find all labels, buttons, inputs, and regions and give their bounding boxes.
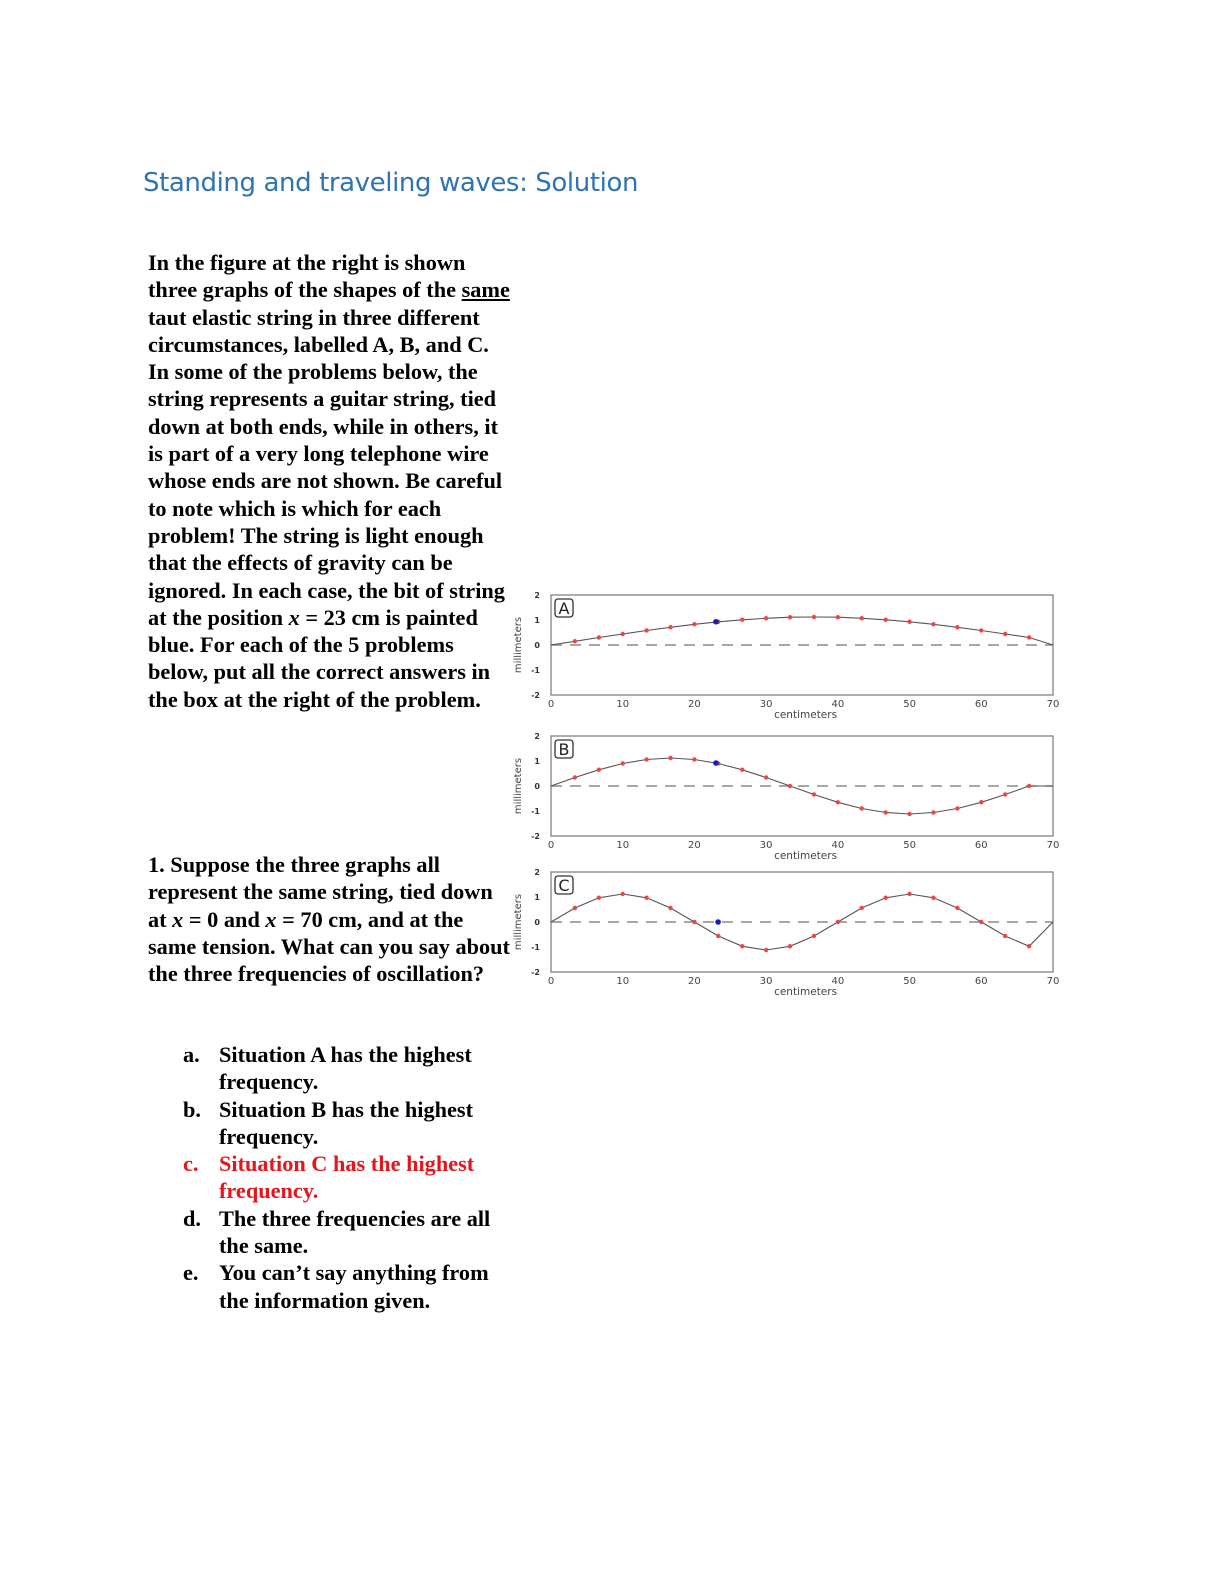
data-point bbox=[979, 800, 983, 804]
x-tick-label: 20 bbox=[688, 840, 701, 851]
x-axis-label: centimeters bbox=[774, 709, 838, 721]
x-tick-label: 30 bbox=[759, 840, 773, 851]
question-1-text-2: = 0 and bbox=[183, 906, 266, 932]
x-tick-label: 60 bbox=[974, 699, 988, 710]
data-point bbox=[883, 618, 887, 622]
y-axis-label: millimeters bbox=[513, 757, 524, 815]
data-point bbox=[931, 896, 935, 900]
answer-options bbox=[183, 1041, 513, 1314]
data-point bbox=[573, 639, 577, 643]
data-point bbox=[1027, 944, 1031, 948]
x-tick-label: 70 bbox=[1046, 699, 1060, 710]
question-1-variable-2: x bbox=[265, 906, 277, 932]
x-tick-label: 0 bbox=[547, 840, 555, 851]
x-tick-label: 70 bbox=[1046, 976, 1060, 987]
y-tick-label: 0 bbox=[534, 918, 540, 927]
data-point bbox=[1003, 632, 1007, 636]
data-point bbox=[764, 775, 768, 779]
data-point bbox=[740, 618, 744, 622]
option-text: Situation A has the highest frequency. bbox=[219, 1042, 472, 1095]
x-tick-label: 50 bbox=[903, 699, 916, 710]
data-point bbox=[788, 784, 792, 788]
data-point bbox=[621, 892, 625, 896]
answer-option-b bbox=[183, 1096, 513, 1151]
data-point bbox=[597, 768, 601, 772]
y-tick-label: -1 bbox=[531, 807, 540, 816]
data-point bbox=[692, 622, 696, 626]
data-point bbox=[883, 896, 887, 900]
data-point bbox=[692, 757, 696, 761]
intro-variable: x bbox=[288, 604, 300, 630]
data-point bbox=[812, 934, 816, 938]
panel-label: A bbox=[558, 599, 570, 618]
data-point bbox=[955, 806, 959, 810]
data-point bbox=[907, 892, 911, 896]
x-axis-label: centimeters bbox=[774, 986, 838, 998]
data-point bbox=[979, 628, 983, 632]
question-1-variable-1: x bbox=[172, 906, 184, 932]
page-title: Standing and traveling waves: Solution bbox=[143, 168, 639, 198]
x-tick-label: 10 bbox=[616, 840, 630, 851]
data-point bbox=[573, 775, 577, 779]
x-tick-label: 40 bbox=[831, 840, 845, 851]
data-point bbox=[836, 615, 840, 619]
data-point bbox=[644, 896, 648, 900]
question-1-text-1: 1. Suppose the three graphs all represent the same string, tied down at bbox=[148, 852, 493, 932]
x-tick-label: 40 bbox=[831, 976, 845, 987]
x-tick-label: 50 bbox=[903, 976, 916, 987]
answer-option-e bbox=[183, 1259, 513, 1314]
data-point bbox=[621, 761, 625, 765]
intro-emphasis: same bbox=[461, 277, 510, 303]
option-text: Situation B has the highest frequency. bbox=[219, 1096, 473, 1149]
y-tick-label: -1 bbox=[531, 666, 540, 675]
option-letter: e. bbox=[183, 1260, 199, 1286]
y-tick-label: -1 bbox=[531, 943, 540, 952]
y-tick-label: 2 bbox=[534, 591, 540, 600]
data-point bbox=[573, 906, 577, 910]
data-point bbox=[812, 792, 816, 796]
x-tick-label: 30 bbox=[759, 699, 773, 710]
data-point bbox=[621, 632, 625, 636]
data-point bbox=[883, 810, 887, 814]
answer-option-d bbox=[183, 1205, 513, 1260]
y-tick-label: 2 bbox=[534, 868, 540, 877]
y-axis-label: millimeters bbox=[513, 893, 524, 951]
data-point bbox=[788, 944, 792, 948]
x-tick-label: 40 bbox=[831, 699, 845, 710]
data-point bbox=[692, 920, 696, 924]
x-tick-label: 20 bbox=[688, 976, 701, 987]
data-point bbox=[597, 896, 601, 900]
y-tick-label: 0 bbox=[534, 782, 540, 791]
data-point bbox=[764, 948, 768, 952]
x-tick-label: 30 bbox=[759, 976, 773, 987]
data-point bbox=[1027, 635, 1031, 639]
panel-label: B bbox=[558, 740, 570, 759]
data-point bbox=[740, 768, 744, 772]
data-point bbox=[668, 756, 672, 760]
option-letter: b. bbox=[183, 1096, 201, 1122]
question-1-text-3: = 70 cm, and at the same tension. What can you say about the three frequencies of oscillation? bbox=[148, 906, 510, 987]
data-point bbox=[1003, 934, 1007, 938]
data-point bbox=[955, 625, 959, 629]
y-tick-label: -2 bbox=[531, 968, 540, 977]
data-point bbox=[740, 944, 744, 948]
y-axis-label: millimeters bbox=[513, 616, 524, 674]
data-point bbox=[836, 920, 840, 924]
data-point bbox=[668, 625, 672, 629]
data-point bbox=[907, 812, 911, 816]
data-point bbox=[1027, 784, 1031, 788]
data-point bbox=[931, 622, 935, 626]
intro-text-1: In the figure at the right is shown three graphs of the shapes of the bbox=[148, 250, 466, 303]
blue-highlight-point bbox=[713, 760, 719, 766]
data-point bbox=[644, 757, 648, 761]
data-point bbox=[860, 806, 864, 810]
x-tick-label: 10 bbox=[616, 976, 630, 987]
x-tick-label: 60 bbox=[974, 976, 988, 987]
option-letter: a. bbox=[183, 1042, 200, 1067]
intro-text-3: = 23 cm is painted blue. For each of the 5 problems below, put all the correct answers in the box at the right of the problem. bbox=[148, 604, 491, 712]
y-tick-label: 1 bbox=[534, 893, 540, 902]
y-tick-label: 1 bbox=[534, 757, 540, 766]
data-point bbox=[716, 934, 720, 938]
data-point bbox=[1003, 792, 1007, 796]
y-tick-label: 2 bbox=[534, 732, 540, 741]
answer-option-c-correct bbox=[183, 1150, 513, 1205]
intro-paragraph bbox=[148, 249, 510, 713]
data-point bbox=[860, 906, 864, 910]
x-tick-label: 0 bbox=[547, 976, 555, 987]
data-point bbox=[979, 920, 983, 924]
blue-highlight-point bbox=[715, 919, 721, 925]
data-point bbox=[812, 615, 816, 619]
data-point bbox=[764, 616, 768, 620]
option-text: Situation C has the highest frequency. bbox=[219, 1151, 475, 1204]
y-tick-label: -2 bbox=[531, 691, 540, 700]
data-point bbox=[955, 906, 959, 910]
option-letter: c. bbox=[183, 1151, 199, 1177]
x-axis-label: centimeters bbox=[774, 850, 838, 862]
blue-highlight-point bbox=[713, 619, 719, 625]
data-point bbox=[860, 616, 864, 620]
option-text: The three frequencies are all the same. bbox=[219, 1205, 491, 1259]
question-1 bbox=[148, 851, 510, 987]
x-tick-label: 60 bbox=[974, 840, 988, 851]
x-tick-label: 70 bbox=[1046, 840, 1060, 851]
x-tick-label: 20 bbox=[688, 699, 701, 710]
y-tick-label: -2 bbox=[531, 832, 540, 841]
graph-b bbox=[508, 726, 1068, 866]
data-point bbox=[931, 810, 935, 814]
x-tick-label: 10 bbox=[616, 699, 630, 710]
panel-label: C bbox=[558, 876, 570, 895]
y-tick-label: 1 bbox=[534, 616, 540, 625]
x-tick-label: 0 bbox=[547, 699, 555, 710]
y-tick-label: 0 bbox=[534, 641, 540, 650]
data-point bbox=[788, 615, 792, 619]
option-letter: d. bbox=[183, 1205, 201, 1231]
answer-option-a bbox=[183, 1041, 513, 1096]
data-point bbox=[668, 906, 672, 910]
data-point bbox=[597, 635, 601, 639]
data-point bbox=[907, 620, 911, 624]
data-point bbox=[836, 800, 840, 804]
intro-text-2: taut elastic string in three different circumstances, labelled A, B, and C. In some of the problems below, the string represents a guitar string, tied down at both ends, while in others, it is part of a very long telephone wire whose ends are not shown. Be careful to note which is which for each problem! The string is light enough that the effects of gravity can be ignored. In each case, the bit of string at the position bbox=[148, 304, 505, 630]
data-point bbox=[644, 628, 648, 632]
x-tick-label: 50 bbox=[903, 840, 916, 851]
option-text: You can’t say anything from the information given. bbox=[219, 1260, 489, 1313]
graph-c bbox=[508, 862, 1068, 1002]
graph-a bbox=[508, 585, 1068, 725]
